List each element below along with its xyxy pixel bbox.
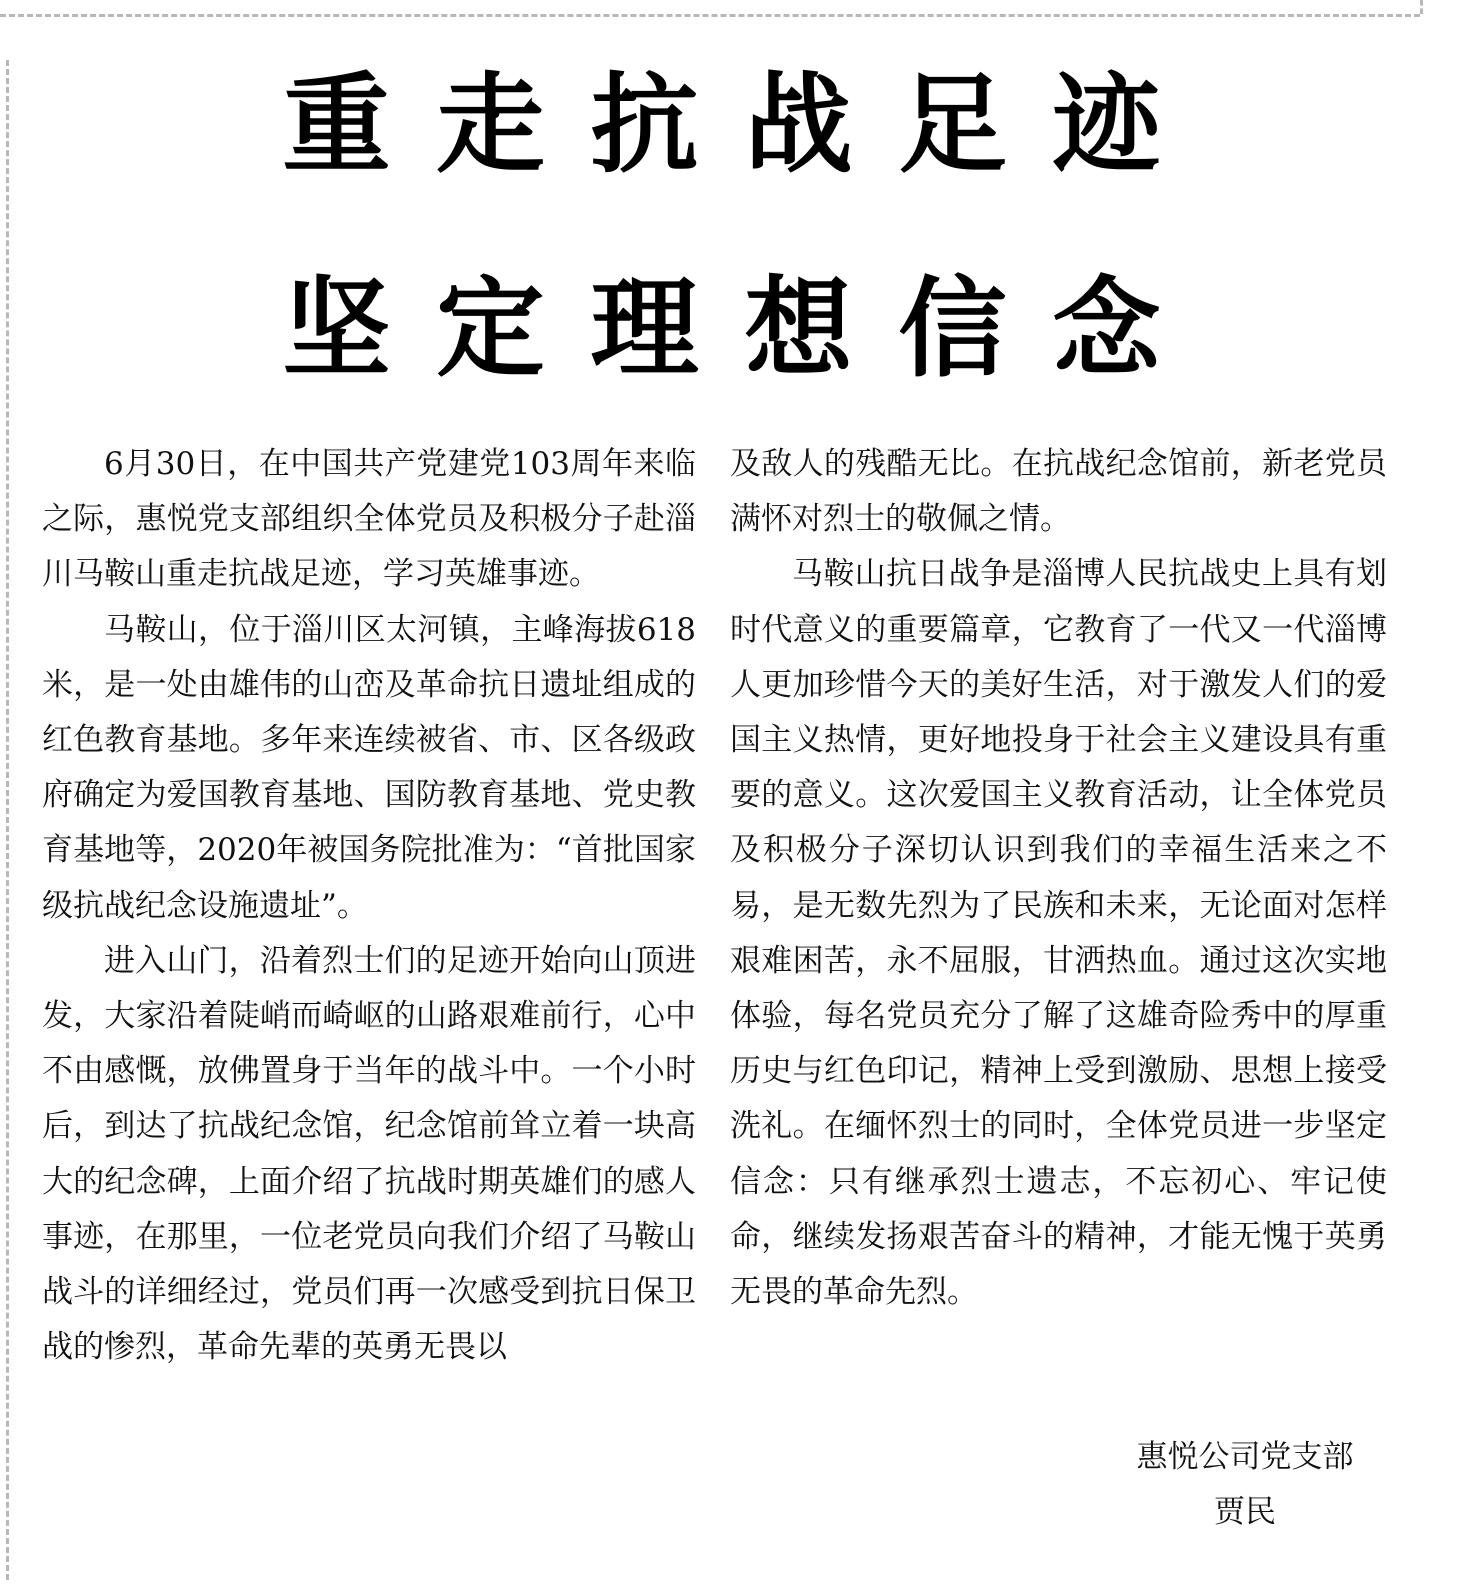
signature-organization: 惠悦公司党支部 (1136, 1439, 1354, 1475)
signature-author: 贾民 (1214, 1494, 1276, 1530)
article-column-right (730, 437, 1387, 1320)
headline-line-2: 坚定理想信念 (282, 267, 1207, 392)
paragraph-significance: 马鞍山抗日战争是淄博人民抗战史上具有划时代意义的重要篇章，它教育了一代又一代淄博人更加珍惜今天的美好生活，对于激发人们的爱国主义热情，更好地投身于社会主义建设具有重要的意义。这次爱国主义教育活动，让全体党员及积极分子深切认识到我们的幸福生活来之不易，是无数先烈为了民族和未来，无论面对怎样艰难困苦，永不屈服，甘洒热血。通过这次实地体验，每名党员充分了解了这雄奇险秀中的厚重历史与红色印记，精神上受到激励、思想上接受洗礼。在缅怀烈士的同时，全体党员进一步坚定信念：只有继承烈士遗志，不忘初心、牢记使命，继续发扬艰苦奋斗的精神，才能无愧于英勇无畏的革命先烈。 (730, 556, 1387, 1311)
dashed-border-top (0, 14, 1420, 17)
paragraph-journey-continued: 及敌人的残酷无比。在抗战纪念馆前，新老党员满怀对烈士的敬佩之情。 (730, 446, 1387, 538)
paragraph-intro: 6月30日，在中国共产党建党103周年来临之际，惠悦党支部组织全体党员及积极分子赴淄川马鞍山重走抗战足迹，学习英雄事迹。 (42, 446, 696, 593)
paragraph-maanshan: 马鞍山，位于淄川区太河镇，主峰海拔618米，是一处由雄伟的山峦及革命抗日遗址组成的红色教育基地。多年来连续被省、市、区各级政府确定为爱国教育基地、国防教育基地、党史教育基地等，2020年被国务院批准为：“首批国家级抗战纪念设施遗址”。 (42, 611, 696, 924)
article-column-left (42, 437, 696, 1375)
paragraph-journey: 进入山门，沿着烈士们的足迹开始向山顶进发，大家沿着陡峭而崎岖的山路艰难前行，心中不由感慨，放佛置身于当年的战斗中。一个小时后，到达了抗战纪念馆，纪念馆前耸立着一块高大的纪念碑，上面介绍了抗战时期英雄们的感人事迹，在那里，一位老党员向我们介绍了马鞍山战斗的详细经过，党员们再一次感受到抗日保卫战的惨烈，革命先辈的英勇无畏以 (42, 942, 696, 1366)
signature-block (1100, 1430, 1390, 1540)
headline-line-1: 重走抗战足迹 (282, 63, 1207, 188)
dashed-border-right (1420, 0, 1423, 14)
